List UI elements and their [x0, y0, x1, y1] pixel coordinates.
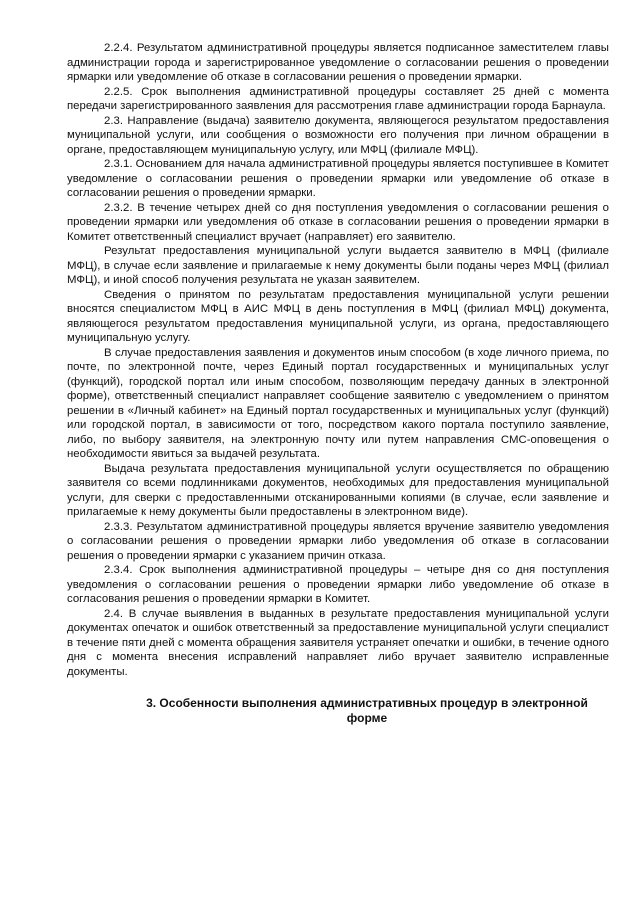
paragraph-2-4: 2.4. В случае выявления в выданных в результате предоставления муниципальной услуги документах опечаток и ошибок ответственный за предоставление муниципальной услуги специалист в течение пяти дней с момента обращения заявителя устраняет опечатки и ошибки, в течение одного дня с момента внесения исправлений направляет либо вручает заявителю исправленные документы. [67, 607, 609, 678]
paragraph-2-3-3: 2.3.3. Результатом административной процедуры является вручение заявителю уведомления о согласовании решения о проведении ярмарки либо уведомления об отказе в согласовании решения о проведении ярмарки с указанием причин отказа. [67, 520, 609, 562]
document-page [67, 41, 609, 726]
paragraph-2-3-2: 2.3.2. В течение четырех дней со дня поступления уведомления о согласовании решения о проведении ярмарки или уведомления об отказе в согласовании решения о проведении ярмарки в Комитет ответственный специалист вручает (направляет) его заявителю. [67, 201, 609, 243]
paragraph-2-3-4: 2.3.4. Срок выполнения административной процедуры – четыре дня со дня поступления уведомления о согласовании решения о проведении ярмарки либо уведомление об отказе в согласования решения о проведении ярмарки в Комитет. [67, 564, 609, 605]
paragraph-issuance: Выдача результата предоставления муниципальной услуги осуществляется по обращению заявителя со всеми подлинниками документов, необходимых для предоставления муниципальной услуги, для сверки с предоставленными отсканированными копиями (в случае, если заявление и прилагаемые к нему документы были предоставлены в электронном виде). [67, 462, 609, 518]
paragraph-mfc-result: Результат предоставления муниципальной услуги выдается заявителю в МФЦ (филиале МФЦ), в случае если заявление и прилагаемые к нему документы были поданы через МФЦ (филиал МФЦ), и иной способ получения результата не указан заявителем. [67, 245, 609, 286]
section-heading: 3. Особенности выполнения административных процедур в электронной форме [146, 696, 588, 725]
paragraph-other-methods: В случае предоставления заявления и документов иным способом (в ходе личного приема, по почте, по электронной почте, через Единый портал государственных и муниципальных услуг (функций), городской портал или иным способом, позволяющим передачу данных в электронной форме), ответственный специалист направляет сообщение заявителю с уведомлением о принятом решении в «Личный кабинет» на Единый портал государственных и муниципальных услуг (функций) или городской портал, в зависимости от того, посредством какого портала поступило заявление, либо, по выбору заявителя, на электронную почту или путем направления СМС-оповещения о необходимости явиться за выдачей результата. [67, 346, 609, 460]
paragraph-2-3-1: 2.3.1. Основанием для начала административной процедуры является поступившее в Комитет уведомление о согласовании решения о проведении ярмарки или уведомление об отказе в согласовании решения о проведении ярмарки. [67, 158, 609, 199]
paragraph-2-3: 2.3. Направление (выдача) заявителю документа, являющегося результатом предоставления муниципальной услуги, или сообщения о возможности его получения при личном обращении в органе, предоставляющем муниципальную услугу, или МФЦ (филиале МФЦ). [67, 114, 609, 156]
paragraph-2-2-5: 2.2.5. Срок выполнения административной процедуры составляет 25 дней с момента передачи зарегистрированного заявления для рассмотрения главе администрации города Барнаула. [67, 85, 609, 112]
paragraph-mfc-info: Сведения о принятом по результатам предоставления муниципальной услуги решении вносятся специалистом МФЦ в АИС МФЦ в день поступления в МФЦ (филиал МФЦ) документа, являющегося результатом предоставления муниципальной услуги, из органа, предоставляющего муниципальную услугу. [67, 288, 609, 344]
paragraph-2-2-4: 2.2.4. Результатом административной процедуры является подписанное заместителем главы администрации города и зарегистрированное уведомление о согласовании решения о проведении ярмарки или уведомление об отказе в согласовании решения о проведении ярмарки. [67, 42, 609, 83]
